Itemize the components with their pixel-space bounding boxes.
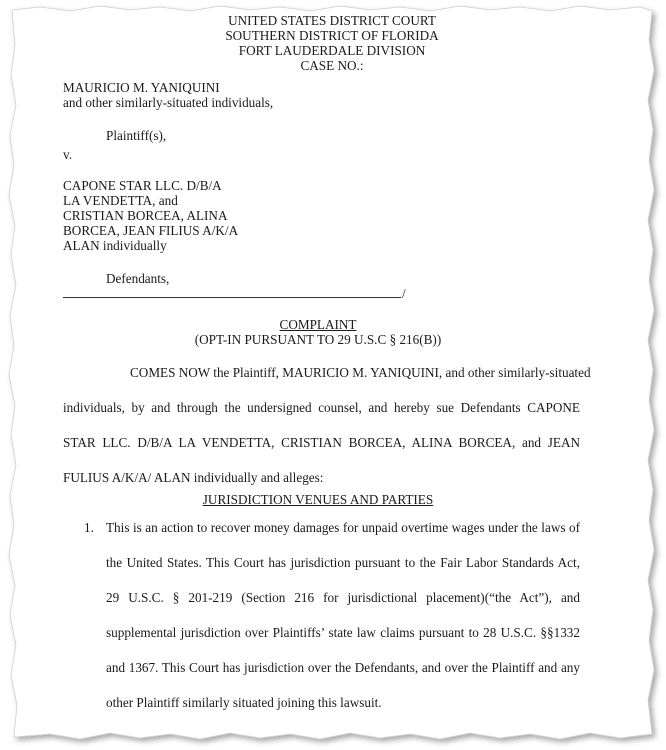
- defendants-role: Defendants,: [106, 271, 170, 286]
- paragraph-number: 1.: [84, 520, 94, 535]
- paragraph-line: and 1367. This Court has jurisdiction over the Defendants, and over the Plaintiff and any: [106, 660, 580, 675]
- paragraph-line: 29 U.S.C. § 201-219 (Section 216 for jurisdictional placement)(“the Act”), and: [106, 590, 580, 605]
- defendant-line: LA VENDETTA, and: [63, 193, 178, 208]
- legal-document: [14, 10, 650, 736]
- defendant-line: BORCEA, JEAN FILIUS A/K/A: [63, 223, 239, 238]
- intro-line: COMES NOW the Plaintiff, MAURICIO M. YANIQUINI, and other similarly-situated: [130, 365, 591, 380]
- district-name: SOUTHERN DISTRICT OF FLORIDA: [225, 28, 439, 43]
- paragraph-line: other Plaintiff similarly situated joining this lawsuit.: [106, 695, 382, 710]
- complaint-heading: COMPLAINT: [279, 317, 357, 332]
- section-heading: JURISDICTION VENUES AND PARTIES: [202, 492, 434, 507]
- caption-rule: [63, 297, 401, 298]
- intro-line: individuals, by and through the undersigned counsel, and hereby sue Defendants CAPONE: [63, 400, 580, 415]
- case-number: CASE NO.:: [300, 58, 364, 73]
- plaintiff-name: MAURICIO M. YANIQUINI: [63, 80, 220, 95]
- intro-line: FULIUS A/K/A/ ALAN individually and alleges:: [63, 470, 324, 485]
- intro-line: STAR LLC. D/B/A LA VENDETTA, CRISTIAN BORCEA, ALINA BORCEA, and JEAN: [63, 435, 580, 450]
- court-name: UNITED STATES DISTRICT COURT: [228, 13, 436, 28]
- paragraph-line: This is an action to recover money damages for unpaid overtime wages under the laws of: [106, 520, 580, 535]
- complaint-subheading: (OPT-IN PURSUANT TO 29 U.S.C § 216(B)): [194, 332, 442, 347]
- versus: v.: [63, 147, 73, 162]
- defendant-line: CRISTIAN BORCEA, ALINA: [63, 208, 228, 223]
- paragraph-line: supplemental jurisdiction over Plaintiffs’ state law claims pursuant to 28 U.S.C. §§1332: [106, 625, 580, 640]
- paragraph-line: the United States. This Court has jurisdiction pursuant to the Fair Labor Standards Act,: [106, 555, 580, 570]
- plaintiff-role: Plaintiff(s),: [106, 128, 167, 143]
- caption-slash: /: [402, 286, 406, 301]
- defendant-line: CAPONE STAR LLC. D/B/A: [63, 178, 222, 193]
- division-name: FORT LAUDERDALE DIVISION: [238, 43, 426, 58]
- plaintiff-others: and other similarly-situated individuals,: [63, 95, 274, 110]
- defendant-line: ALAN individually: [63, 238, 167, 253]
